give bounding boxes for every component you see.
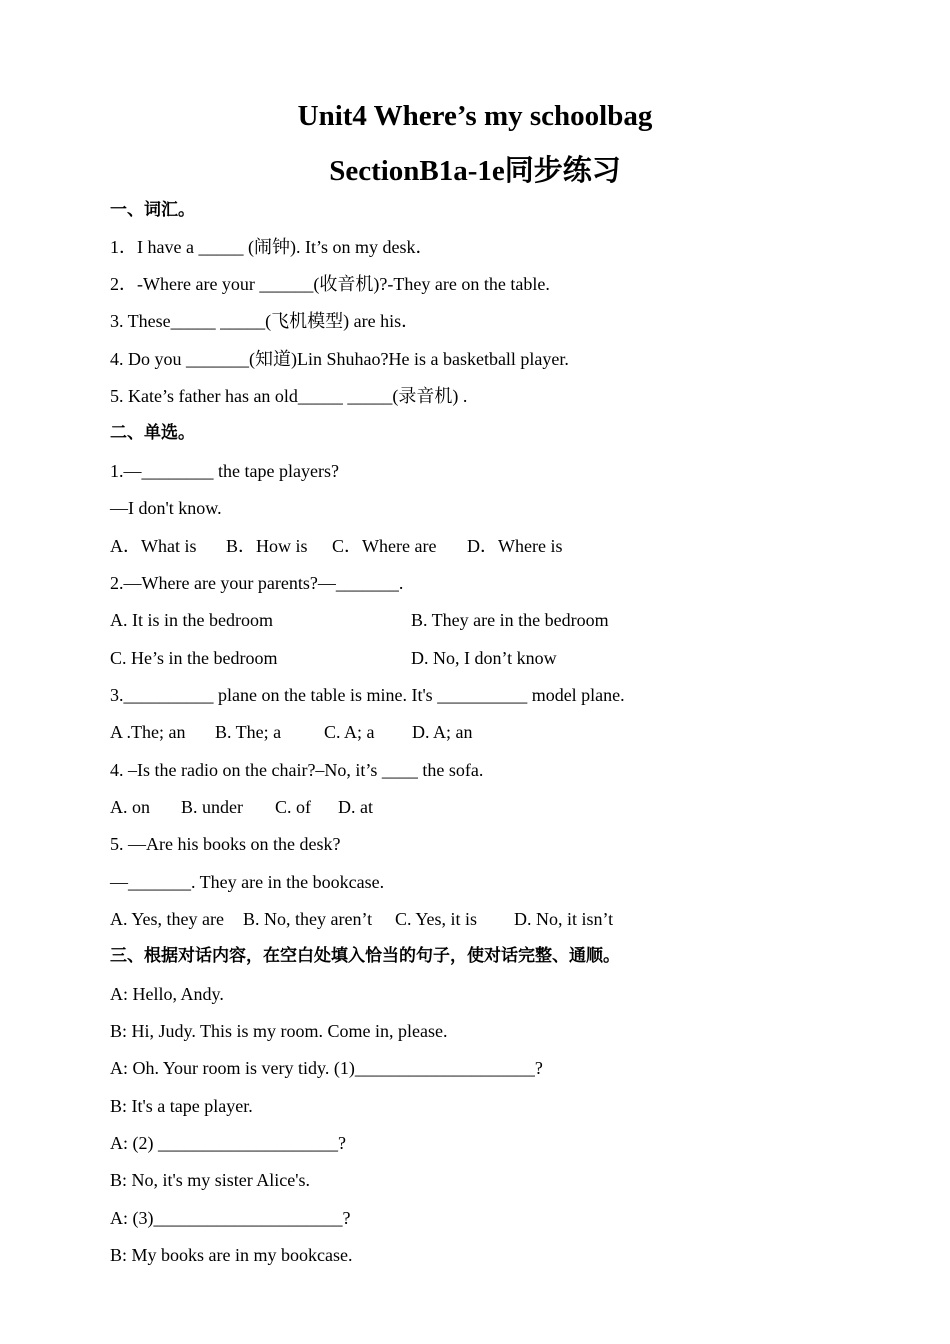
- q1-option-b: B．How is: [226, 536, 308, 556]
- q3-option-c: C. A; a: [324, 722, 375, 742]
- q5-option-b: B. No, they aren’t: [243, 909, 373, 929]
- q5-option-a: A. Yes, they are: [110, 909, 224, 929]
- q2-stem: 2.—Where are your parents?—_______.: [110, 573, 404, 593]
- q2-option-b: B. They are in the bedroom: [411, 610, 609, 630]
- q3-options: [110, 721, 473, 743]
- dialogue-line-8: B: My books are in my bookcase.: [110, 1245, 353, 1265]
- title-line-2: SectionB1a-1e同步练习: [329, 155, 621, 187]
- q5-options: [110, 908, 613, 930]
- q2-option-d: D. No, I don’t know: [411, 648, 557, 668]
- section-1-heading: 一、词汇。: [110, 200, 195, 220]
- vocab-item-4: 4. Do you _______(知道)Lin Shuhao?He is a basketball player.: [110, 349, 569, 369]
- q4-options: [110, 796, 373, 818]
- q1-option-a: A．What is: [110, 536, 197, 556]
- dialogue-line-5: A: (2) ____________________?: [110, 1133, 346, 1153]
- dialogue-line-6: B: No, it's my sister Alice's.: [110, 1170, 310, 1190]
- q5-stem: 5. —Are his books on the desk?: [110, 834, 341, 854]
- q1-response: —I don't know.: [110, 498, 222, 518]
- title-line-1: Unit4 Where’s my schoolbag: [297, 100, 653, 132]
- q4-option-b: B. under: [181, 797, 243, 817]
- vocab-item-2: 2．-Where are your ______(收音机)?-They are on the table.: [110, 274, 550, 294]
- q1-option-c: C．Where are: [332, 536, 437, 556]
- dialogue-line-3: A: Oh. Your room is very tidy. (1)____________________?: [110, 1058, 543, 1078]
- dialogue-line-7: A: (3)_____________________?: [110, 1208, 351, 1228]
- q2-option-a: A. It is in the bedroom: [110, 610, 273, 630]
- dialogue-line-2: B: Hi, Judy. This is my room. Come in, please.: [110, 1021, 448, 1041]
- section-3-heading: 三、根据对话内容，在空白处填入恰当的句子，使对话完整、通顺。: [110, 946, 620, 966]
- q4-stem: 4. –Is the radio on the chair?–No, it’s ____ the sofa.: [110, 760, 484, 780]
- q4-option-c: C. of: [275, 797, 311, 817]
- q5-option-c: C. Yes, it is: [395, 909, 478, 929]
- dialogue-line-4: B: It's a tape player.: [110, 1096, 253, 1116]
- q3-option-d: D. A; an: [412, 722, 473, 742]
- q1-options: [110, 535, 562, 557]
- q4-option-d: D. at: [338, 797, 373, 817]
- q2-option-c: C. He’s in the bedroom: [110, 648, 278, 668]
- q1-option-d: D．Where is: [467, 536, 563, 556]
- q5-option-d: D. No, it isn’t: [514, 909, 614, 929]
- q4-option-a: A. on: [110, 797, 150, 817]
- vocab-item-1: 1．I have a _____ (闹钟). It’s on my desk．: [110, 237, 434, 257]
- q3-stem: 3.__________ plane on the table is mine. It's __________ model plane.: [110, 685, 625, 705]
- section-2-heading: 二、单选。: [110, 423, 195, 443]
- vocab-item-3: 3. These_____ _____(飞机模型) are his．: [110, 311, 420, 331]
- q3-option-b: B. The; a: [215, 722, 282, 742]
- q1-stem: 1.—________ the tape players?: [110, 461, 339, 481]
- vocab-item-5: 5. Kate’s father has an old_____ _____(录音机) .: [110, 386, 468, 406]
- q5-response: —_______. They are in the bookcase.: [110, 872, 385, 892]
- dialogue-line-1: A: Hello, Andy.: [110, 984, 224, 1004]
- q3-option-a: A .The; an: [110, 722, 186, 742]
